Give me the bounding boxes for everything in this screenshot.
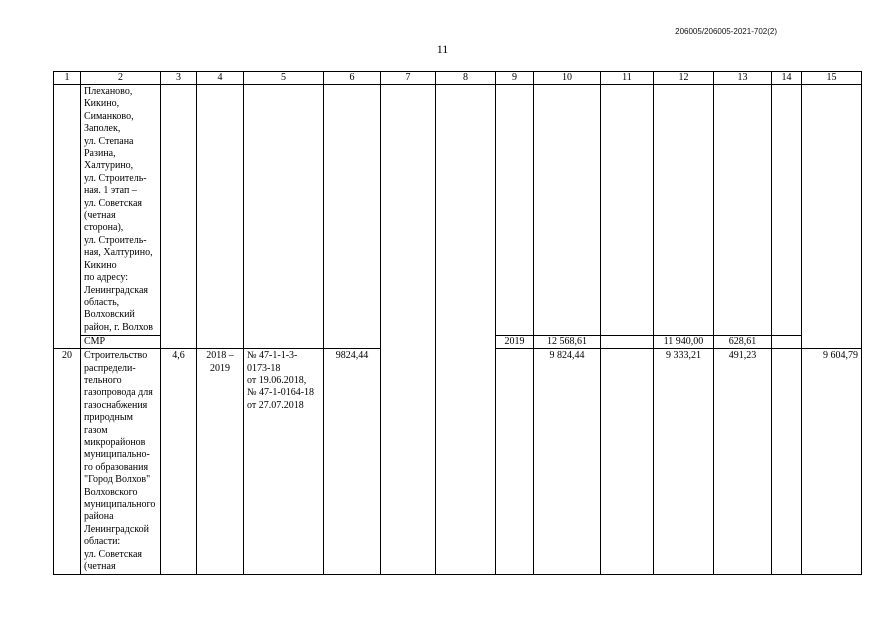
column-number: 3	[161, 72, 197, 85]
name-line: газоснабжения	[84, 399, 148, 411]
cell-col12	[654, 85, 714, 336]
name-line: ул. Строитель-	[84, 172, 147, 184]
name-line: Волховского	[84, 486, 138, 498]
cell-col5	[244, 85, 324, 349]
column-number: 5	[244, 72, 324, 85]
name-line: ул. Советская	[84, 197, 142, 209]
approval-line: № 47-1-0164-18	[247, 387, 315, 399]
name-line: Ленинградская	[84, 284, 149, 296]
smr-year: 2019	[496, 336, 534, 349]
cell-col7	[381, 85, 436, 349]
name-line: природным	[84, 412, 133, 424]
name-line: микрорайонов	[84, 436, 146, 448]
name-line: "Город Волхов"	[84, 474, 151, 486]
column-number: 4	[197, 72, 244, 85]
name-line: Кикино	[84, 259, 117, 271]
column-number: 12	[654, 72, 714, 85]
row20-col12: 9 333,21	[654, 349, 714, 575]
column-number: 1	[54, 72, 81, 85]
name-line: ная. 1 этап –	[84, 185, 137, 197]
continued-name-cell	[81, 85, 161, 336]
name-line: Разина,	[84, 148, 116, 160]
name-line: района	[84, 511, 114, 523]
name-line: (четная	[84, 210, 116, 222]
document-id: 206005/206005-2021-702(2)	[675, 27, 777, 36]
name-line: (четная	[84, 561, 116, 573]
smr-label: СМР	[81, 336, 161, 349]
column-number: 15	[802, 72, 862, 85]
cell-col11	[601, 85, 654, 336]
name-line: распредели-	[84, 362, 136, 374]
continued-name-text	[84, 86, 157, 334]
name-line: Кикино,	[84, 98, 120, 110]
column-number-row	[54, 72, 862, 85]
column-number: 6	[324, 72, 381, 85]
column-number: 7	[381, 72, 436, 85]
row20-years	[200, 350, 240, 375]
cell-col9	[496, 85, 534, 336]
page-number: 11	[436, 42, 449, 56]
name-line: область,	[84, 296, 120, 308]
name-line: ул. Степана	[84, 135, 134, 147]
row20-number: 20	[54, 349, 81, 575]
row20-col6: 9824,44	[324, 349, 381, 575]
column-number: 2	[81, 72, 161, 85]
name-line: Строительство	[84, 350, 148, 362]
column-number: 9	[496, 72, 534, 85]
row20-col3: 4,6	[161, 349, 197, 575]
column-number: 13	[714, 72, 772, 85]
column-number: 10	[534, 72, 601, 85]
year-line: 2018 –	[206, 350, 234, 362]
row20-col10: 9 824,44	[534, 349, 601, 575]
row20-name-cell	[81, 349, 161, 575]
name-line: Плеханово,	[84, 86, 133, 97]
smr-col10: 12 568,61	[534, 336, 601, 349]
name-line: район, г. Волхов	[84, 321, 153, 333]
name-line: Волховский	[84, 309, 135, 321]
name-line: сторона),	[84, 222, 124, 234]
continued-row	[54, 85, 862, 336]
name-line: муниципального	[84, 499, 156, 510]
cell-col1	[54, 85, 81, 349]
column-number: 14	[772, 72, 802, 85]
cell-col6	[324, 85, 381, 349]
name-line: газом	[84, 424, 108, 436]
name-line: го образования	[84, 461, 149, 473]
name-line: газопровода для	[84, 387, 153, 399]
name-line: области:	[84, 536, 121, 548]
column-number: 8	[436, 72, 496, 85]
row-20	[54, 349, 862, 575]
row20-col4	[197, 349, 244, 575]
approval-line: 0173-18	[247, 362, 281, 374]
smr-col14	[772, 336, 802, 349]
cell-col10	[534, 85, 601, 336]
name-line: Ленинградской	[84, 523, 149, 535]
smr-col11	[601, 336, 654, 349]
row20-col5	[244, 349, 324, 575]
row20-col15: 9 604,79	[802, 349, 862, 575]
row20-col14	[772, 349, 802, 575]
row20-approvals	[247, 350, 320, 412]
cell-col3	[161, 85, 197, 349]
approval-line: № 47-1-1-3-	[247, 350, 298, 362]
row20-col11	[601, 349, 654, 575]
year-line: 2019	[210, 362, 230, 374]
name-line: Симанково,	[84, 110, 134, 122]
smr-col12: 11 940,00	[654, 336, 714, 349]
row20-name-text	[84, 350, 157, 573]
approval-line: от 19.06.2018,	[247, 374, 307, 386]
approval-line: от 27.07.2018	[247, 399, 304, 411]
cell-col15	[802, 85, 862, 349]
estimate-table	[53, 71, 862, 575]
row20-col7	[381, 349, 436, 575]
column-number: 11	[601, 72, 654, 85]
row20-col9	[496, 349, 534, 575]
name-line: тельного	[84, 374, 122, 386]
row20-col8	[436, 349, 496, 575]
cell-col14	[772, 85, 802, 336]
name-line: ная, Халтурино,	[84, 247, 153, 259]
smr-col13: 628,61	[714, 336, 772, 349]
name-line: ул. Строитель-	[84, 234, 147, 246]
cell-col4	[197, 85, 244, 349]
name-line: Халтурино,	[84, 160, 134, 172]
row20-col13: 491,23	[714, 349, 772, 575]
name-line: муниципально-	[84, 449, 150, 461]
name-line: Заполек,	[84, 123, 121, 135]
name-line: по адресу:	[84, 272, 129, 284]
cell-col8	[436, 85, 496, 349]
name-line: ул. Советская	[84, 548, 142, 560]
cell-col13	[714, 85, 772, 336]
